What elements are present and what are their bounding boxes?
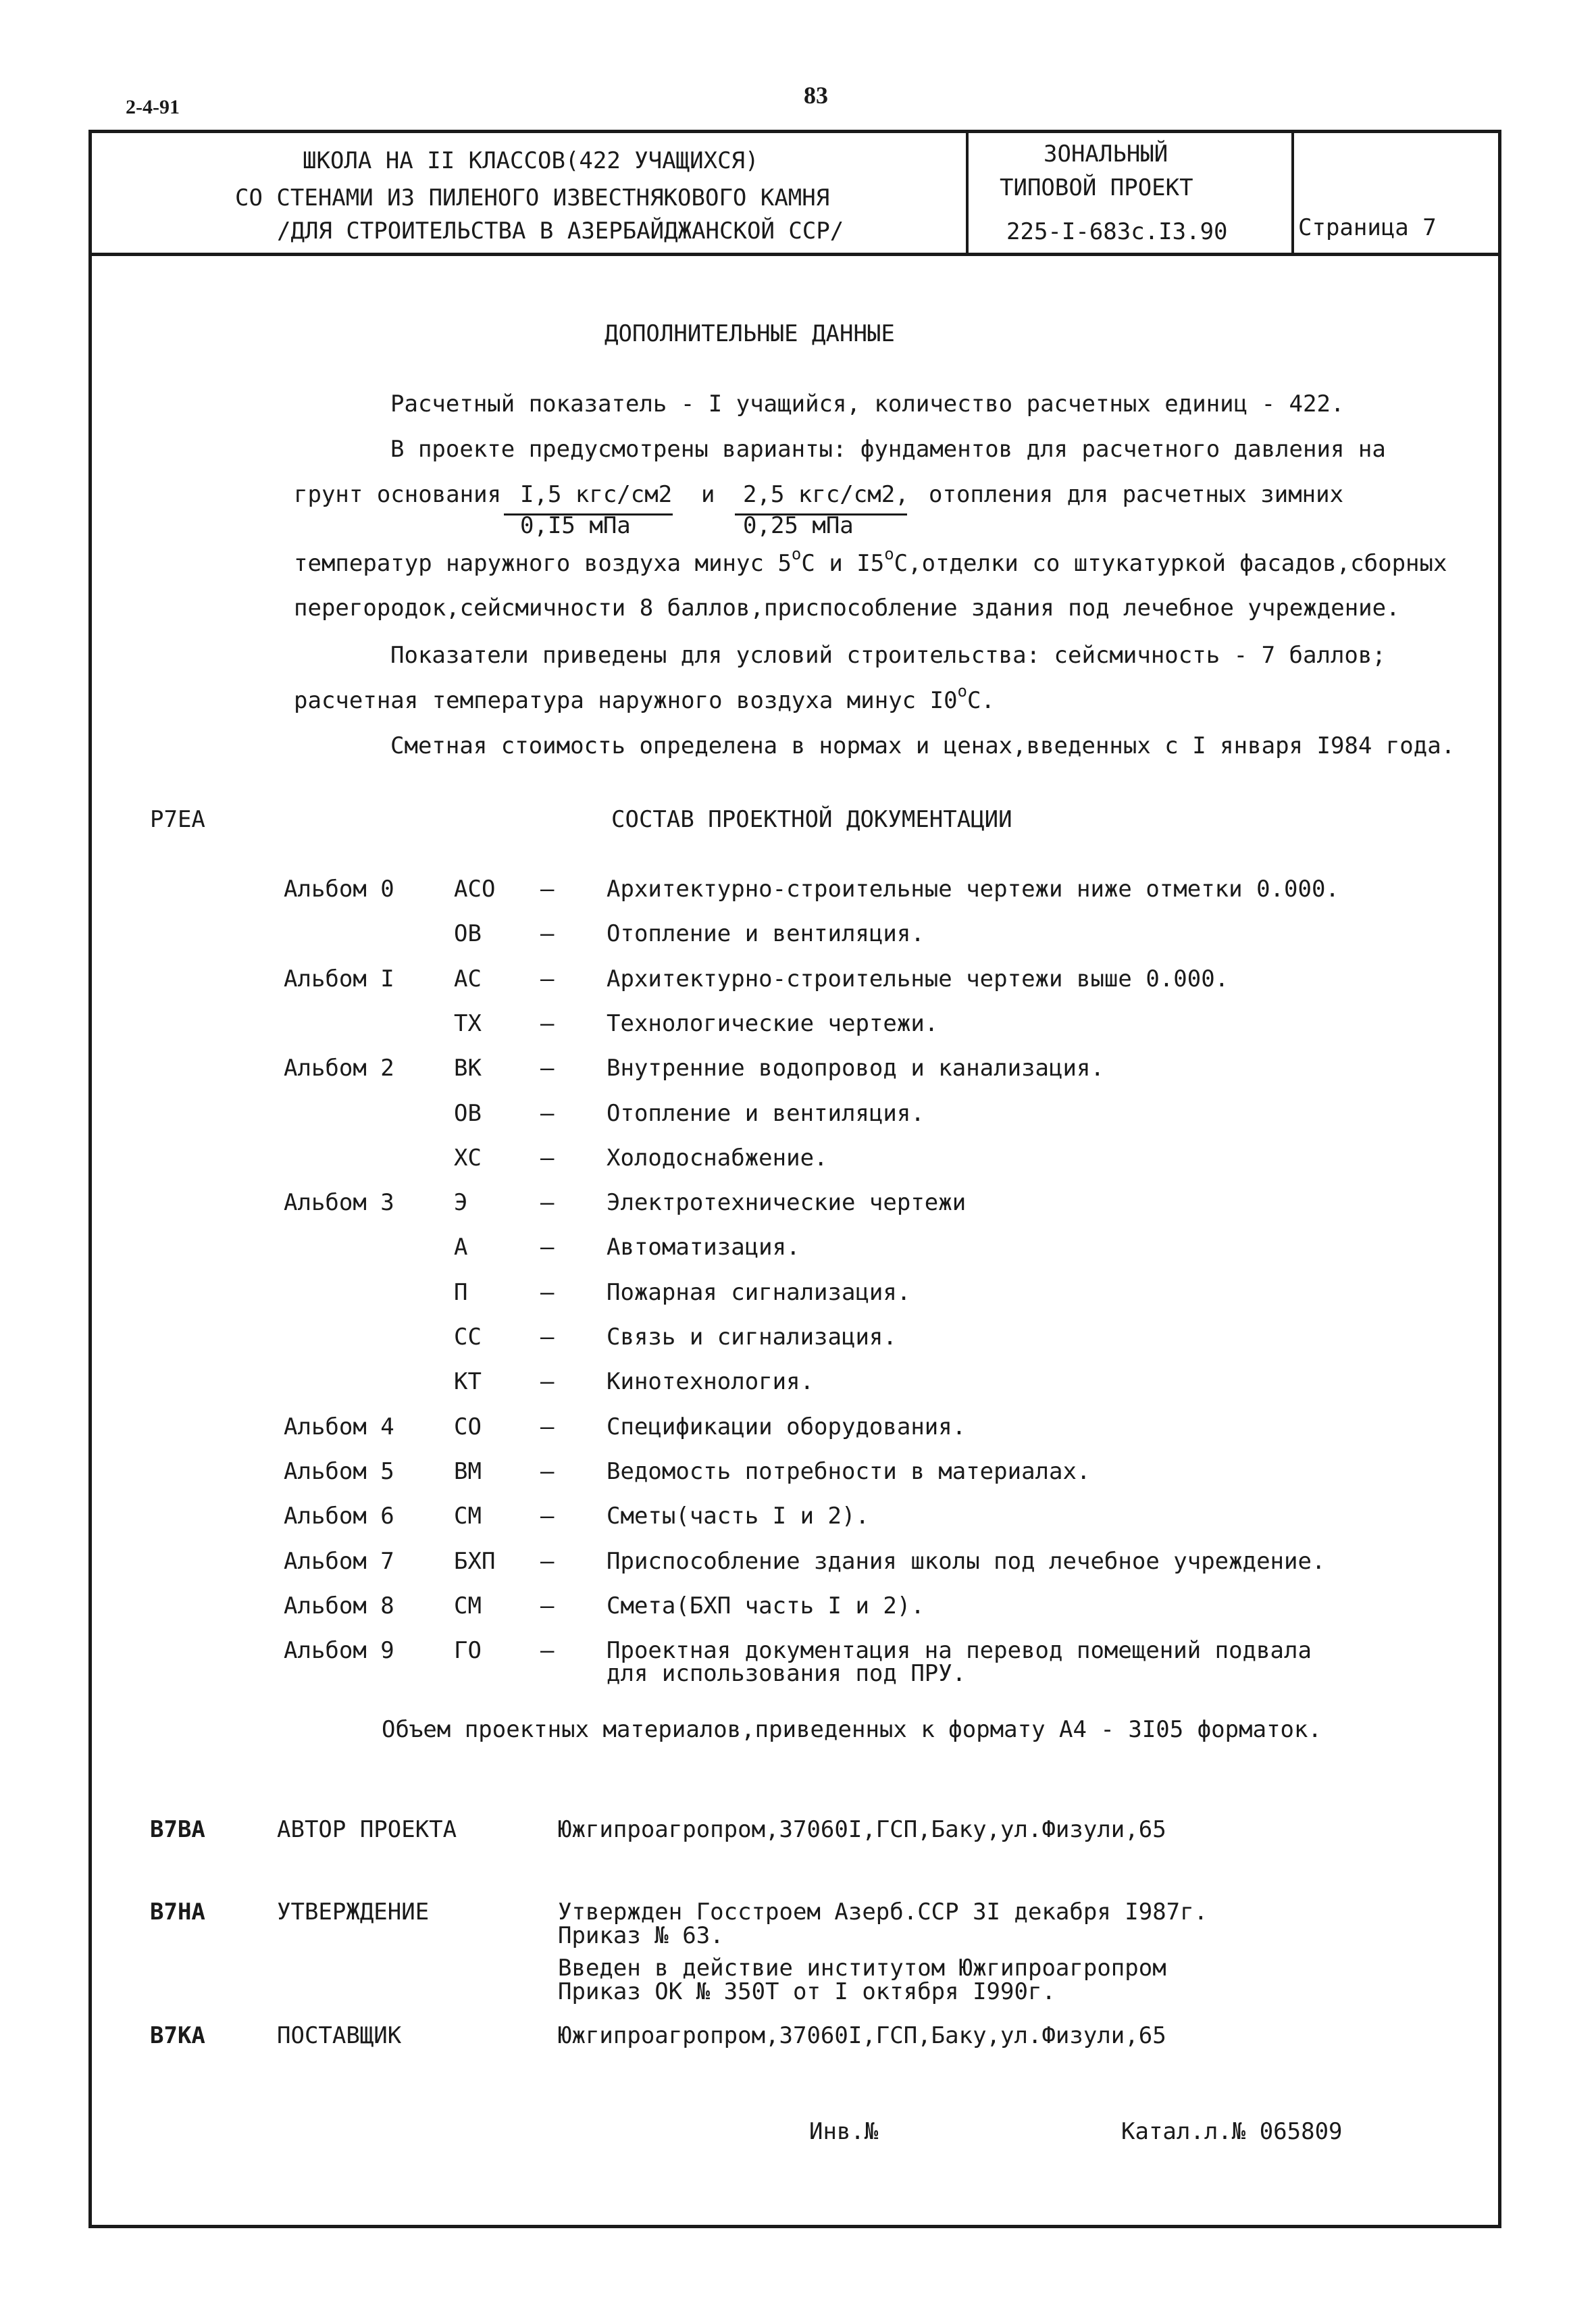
album-label: Альбом 8 xyxy=(284,1592,394,1619)
paragraph: и xyxy=(701,481,715,508)
dash: – xyxy=(540,965,555,992)
album-mark: А xyxy=(454,1234,468,1261)
album-description: Приспособление здания школы под лечебное учреждение. xyxy=(607,1548,1326,1575)
album-mark: Э xyxy=(454,1189,468,1216)
album-mark: ВК xyxy=(454,1055,482,1082)
catalog-number: Катал.л.№ 065809 xyxy=(1121,2118,1343,2145)
album-mark: СО xyxy=(454,1413,482,1440)
album-mark: ОВ xyxy=(454,920,482,947)
paragraph: грунт основания xyxy=(294,481,502,508)
album-mark: ОВ xyxy=(454,1100,482,1127)
album-description: Смета(БХП часть I и 2). xyxy=(607,1592,925,1619)
dash: – xyxy=(540,1324,555,1351)
paragraph: отопления для расчетных зимних xyxy=(929,481,1344,508)
dash: – xyxy=(540,1145,555,1172)
album-description: Внутренние водопровод и канализация. xyxy=(607,1055,1104,1082)
author-value: Южгипроагропром,37060I,ГСП,Баку,ул.Физули,65 xyxy=(558,1816,1166,1843)
album-label: Альбом 4 xyxy=(284,1413,394,1440)
album-mark: СМ xyxy=(454,1592,482,1619)
header-divider xyxy=(88,253,1501,256)
approval-line: Введен в действие институтом Южгипроагропром xyxy=(558,1955,1166,1982)
album-description: Проектная документация на перевод помещений подвала xyxy=(607,1637,1312,1664)
title-line: СО СТЕНАМИ ИЗ ПИЛЕНОГО ИЗВЕСТНЯКОВОГО КАМНЯ xyxy=(235,184,830,211)
album-description: Автоматизация. xyxy=(607,1234,800,1261)
approval-label: УТВЕРЖДЕНИЕ xyxy=(277,1898,430,1926)
album-description: Архитектурно-строительные чертежи выше 0.000. xyxy=(607,965,1229,992)
album-mark: СМ xyxy=(454,1503,482,1530)
album-label: Альбом I xyxy=(284,965,394,992)
album-description: Спецификации оборудования. xyxy=(607,1413,967,1440)
album-mark: ВМ xyxy=(454,1458,482,1485)
project-code: 225-I-683с.I3.90 xyxy=(1006,218,1228,245)
page-label: Страница 7 xyxy=(1298,214,1437,241)
album-mark: П xyxy=(454,1279,468,1306)
section-heading: ДОПОЛНИТЕЛЬНЫЕ ДАННЫЕ xyxy=(604,320,895,347)
album-description: для использования под ПРУ. xyxy=(607,1660,967,1687)
album-label: Альбом 3 xyxy=(284,1189,394,1216)
paragraph: В проекте предусмотрены варианты: фундаментов для расчетного давления на xyxy=(390,436,1386,463)
album-description: Отопление и вентиляция. xyxy=(607,1100,925,1127)
paragraph: Расчетный показатель - I учащийся, количество расчетных единиц - 422. xyxy=(390,391,1345,418)
dash: – xyxy=(540,1503,555,1530)
approval-line: Приказ № 63. xyxy=(558,1922,724,1949)
album-description: Электротехнические чертежи xyxy=(607,1189,967,1216)
title-line: /ДЛЯ СТРОИТЕЛЬСТВА В АЗЕРБАЙДЖАНСКОЙ ССР/ xyxy=(277,218,844,245)
album-mark: АС xyxy=(454,965,482,992)
album-mark: БХП xyxy=(454,1548,496,1575)
paragraph: перегородок,сейсмичности 8 баллов,приспособление здания под лечебное учреждение. xyxy=(294,595,1400,622)
dash: – xyxy=(540,1637,555,1664)
dash: – xyxy=(540,1234,555,1261)
album-label: Альбом 5 xyxy=(284,1458,394,1485)
header-column-divider xyxy=(966,130,969,255)
album-description: Ведомость потребности в материалах. xyxy=(607,1458,1091,1485)
fraction-numerator: I,5 кгс/см2 xyxy=(520,481,673,508)
dash: – xyxy=(540,1368,555,1395)
page-number: 83 xyxy=(804,82,828,109)
album-mark: КТ xyxy=(454,1368,482,1395)
title-line: ШКОЛА НА II КЛАССОВ(422 УЧАЩИХСЯ) xyxy=(303,147,759,174)
project-type: ЗОНАЛЬНЫЙ xyxy=(1044,141,1168,168)
section-heading: СОСТАВ ПРОЕКТНОЙ ДОКУМЕНТАЦИИ xyxy=(611,806,1012,833)
album-label: Альбом 6 xyxy=(284,1503,394,1530)
author-label: АВТОР ПРОЕКТА xyxy=(277,1816,457,1843)
author-code: В7ВА xyxy=(150,1816,205,1843)
dash: – xyxy=(540,1010,555,1037)
album-description: Отопление и вентиляция. xyxy=(607,920,925,947)
album-description: Холодоснабжение. xyxy=(607,1145,828,1172)
album-label: Альбом 9 xyxy=(284,1637,394,1664)
album-description: Архитектурно-строительные чертежи ниже отметки 0.000. xyxy=(607,876,1339,903)
dash: – xyxy=(540,1413,555,1440)
fraction-numerator: 2,5 кгс/см2, xyxy=(743,481,909,508)
album-mark: ГО xyxy=(454,1637,482,1664)
album-description: Сметы(часть I и 2). xyxy=(607,1503,869,1530)
album-mark: СС xyxy=(454,1324,482,1351)
supplier-label: ПОСТАВЩИК xyxy=(277,2022,402,2049)
dash: – xyxy=(540,1279,555,1306)
album-label: Альбом 0 xyxy=(284,876,394,903)
album-mark: ХС xyxy=(454,1145,482,1172)
dash: – xyxy=(540,1592,555,1619)
album-description: Кинотехнология. xyxy=(607,1368,815,1395)
album-description: Связь и сигнализация. xyxy=(607,1324,897,1351)
album-description: Технологические чертежи. xyxy=(607,1010,939,1037)
album-mark: ТХ xyxy=(454,1010,482,1037)
paragraph: температур наружного воздуха минус 5$^o$С и I5$^o$С,отделки со штукатуркой фасадов,сборных xyxy=(294,545,1447,577)
dash: – xyxy=(540,920,555,947)
dash: – xyxy=(540,1189,555,1216)
volume-summary: Объем проектных материалов,приведенных к формату А4 - 3I05 форматок. xyxy=(382,1716,1322,1743)
project-type: ТИПОВОЙ ПРОЕКТ xyxy=(1000,174,1193,201)
document-code: 2-4-91 xyxy=(126,96,180,118)
composition-code: Р7ЕА xyxy=(150,806,205,833)
dash: – xyxy=(540,1100,555,1127)
approval-line: Приказ ОК № 350Т от I октября I990г. xyxy=(558,1978,1056,2005)
approval-code: В7НА xyxy=(150,1898,205,1926)
dash: – xyxy=(540,1548,555,1575)
fraction-denominator: 0,I5 мПа xyxy=(520,512,631,539)
album-mark: АСО xyxy=(454,876,496,903)
fraction-denominator: 0,25 мПа xyxy=(743,512,854,539)
supplier-value: Южгипроагропром,37060I,ГСП,Баку,ул.Физули,65 xyxy=(558,2022,1166,2049)
album-label: Альбом 7 xyxy=(284,1548,394,1575)
paragraph: расчетная температура наружного воздуха минус I0$^o$С. xyxy=(294,682,995,714)
dash: – xyxy=(540,876,555,903)
dash: – xyxy=(540,1458,555,1485)
inventory-number: Инв.№ xyxy=(809,2118,879,2145)
album-label: Альбом 2 xyxy=(284,1055,394,1082)
approval-line: Утвержден Госстроем Азерб.ССР 3I декабря I987г. xyxy=(558,1898,1208,1926)
dash: – xyxy=(540,1055,555,1082)
header-column-divider xyxy=(1291,130,1294,255)
paragraph: Показатели приведены для условий строительства: сейсмичность - 7 баллов; xyxy=(390,642,1386,669)
supplier-code: В7КА xyxy=(150,2022,205,2049)
paragraph: Сметная стоимость определена в нормах и ценах,введенных с I января I984 года. xyxy=(390,732,1456,759)
album-description: Пожарная сигнализация. xyxy=(607,1279,911,1306)
